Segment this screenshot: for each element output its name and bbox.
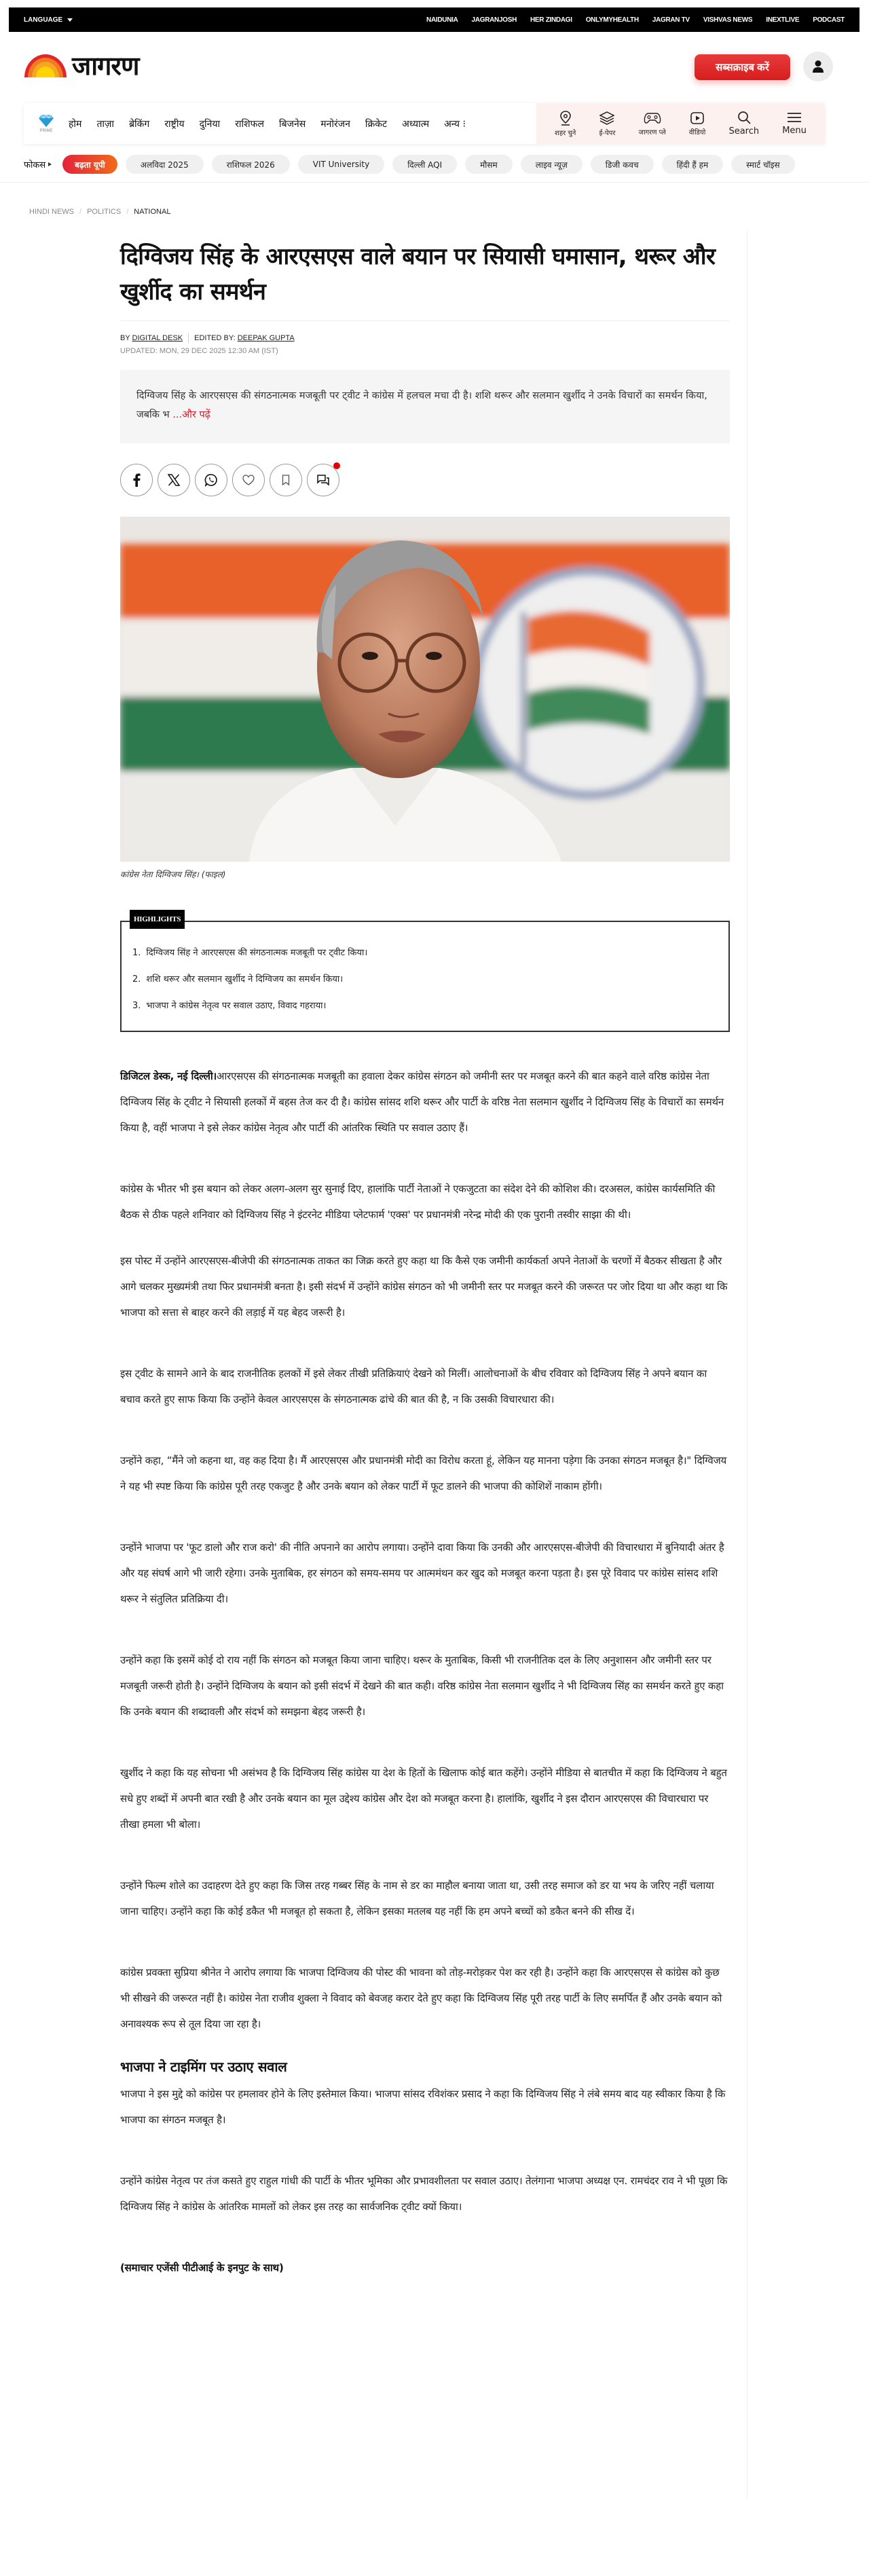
city-select-label: शहर चुने xyxy=(555,129,576,137)
breadcrumb-national[interactable]: NATIONAL xyxy=(134,208,171,216)
network-link-inextlive[interactable]: INEXTLIVE xyxy=(766,16,800,24)
byline-prefix xyxy=(120,334,183,342)
focus-chip-hot[interactable]: बढ़ता यूपी xyxy=(62,155,117,174)
dateline: डिजिटल डेस्क, नई दिल्ली। xyxy=(120,1070,217,1082)
nav-item-world[interactable]: दुनिया xyxy=(199,118,221,130)
summary-text: दिग्विजय सिंह के आरएसएस की संगठनात्मक मजबूती पर ट्वीट ने कांग्रेस में हलचल मचा दी है। शशि थरूर और सलमान खुर्शीद ने उनके विचारों का समर्थन किया, जबकि भ xyxy=(136,390,707,420)
paragraph-text: आरएसएस की संगठनात्मक मजबूती का हवाला देकर कांग्रेस संगठन को जमीनी स्तर पर मजबूत करने की बात कहने वाले वरिष्ठ कांग्रेस नेता दिग्विजय सिंह के ट्वीट ने सियासी हलकों में बहस तेज कर दी है। कांग्रेस सांसद शशि थरूर और पार्टी के वरिष्ठ नेता सलमान खुर्शीद ने दिग्विजय सिंह के विचारों का समर्थन किया है, वहीं भाजपा ने इसे लेकर कांग्रेस नेतृत्व और पार्टी की आंतरिक स्थिति पर सवाल उठाए हैं। xyxy=(120,1070,724,1134)
jagran-logo[interactable] xyxy=(24,53,138,79)
network-link-jagrantv[interactable]: JAGRAN TV xyxy=(652,16,690,24)
body-paragraph: उन्होंने फिल्म शोले का उदाहरण देते हुए कहा कि जिस तरह गब्बर सिंह के नाम से डर का माहौल बनाया जाता था, उसी तरह समाज को डर या भय के जरिए नहीं चलाया जाना चाहिए। उन्होंने कहा कि कोई डकैत भी मजबूत हो सकता है, लेकिन इसका मतलब यह नहीं कि हम अपने बच्चों को डकैत बनने की सीख दें। xyxy=(120,1879,714,1917)
location-pin-icon xyxy=(559,111,572,126)
search-label: Search xyxy=(728,126,760,136)
epaper-label: ई-पेपर xyxy=(599,129,616,137)
gamepad-icon xyxy=(644,111,661,125)
article xyxy=(120,239,730,2316)
video-play-icon xyxy=(690,111,705,125)
article-title: दिग्विजय सिंह के आरएसएस वाले बयान पर सियासी घमासान, थरूर और खुर्शीद का समर्थन xyxy=(120,243,716,306)
nav-item-entertainment[interactable]: मनोरंजन xyxy=(320,118,350,130)
nav-item-business[interactable]: बिजनेस xyxy=(278,118,306,130)
highlights-label: HIGHLIGHTS xyxy=(130,910,185,929)
menu-button[interactable] xyxy=(782,111,807,136)
like-button[interactable] xyxy=(232,464,265,496)
highlight-number: 3. xyxy=(132,1001,141,1011)
focus-label xyxy=(24,158,52,170)
nav-item-national[interactable]: राष्ट्रीय xyxy=(164,118,185,130)
caret-down-icon xyxy=(67,18,73,22)
nav-items xyxy=(69,117,466,130)
network-link-naidunia[interactable]: NAIDUNIA xyxy=(426,16,458,24)
body-paragraph xyxy=(120,1063,730,1141)
body-paragraph: इस पोस्ट में उन्होंने आरएसएस-बीजेपी की संगठनात्मक ताकत का जिक्र करते हुए कहा था कि कैसे एक जमीनी कार्यकर्ता अपने नेताओं के चरणों में बैठकर सीखता है और आगे चलकर मुख्यमंत्री तथा फिर प्रधानमंत्री बनता है। इसी संदर्भ में उन्होंने कांग्रेस संगठन को भी जमीनी स्तर पर मजबूत करने की जरूरत पर जोर दिया था और कहा था कि भाजपा को सत्ता से बाहर करने की लड़ाई में यह बेहद जरूरी है। xyxy=(120,1255,728,1319)
diamond-icon xyxy=(38,114,54,128)
focus-chip[interactable]: मौसम xyxy=(465,155,513,174)
article-body xyxy=(120,1063,730,2281)
jagran-play-label: जागरण प्ले xyxy=(638,128,666,136)
network-link-podcast[interactable]: PODCAST xyxy=(813,16,845,24)
editor-info xyxy=(194,334,295,342)
network-top-bar xyxy=(9,7,859,32)
share-bar xyxy=(120,464,730,496)
prime-label: PRIME xyxy=(39,129,53,133)
nav-item-more[interactable]: अन्य ⁝ xyxy=(444,118,466,130)
focus-chip[interactable]: राशिफल 2026 xyxy=(212,155,290,174)
network-link-jagranjosh[interactable]: JAGRANJOSH xyxy=(471,16,517,24)
highlights-list xyxy=(132,946,718,1013)
highlights-box xyxy=(120,915,730,1032)
breadcrumb-separator: / xyxy=(126,208,129,216)
body-paragraph: उन्होंने भाजपा पर 'फूट डालो और राज करो' की नीति अपनाने का आरोप लगाया। उन्होंने दावा किया कि उनकी और आरएसएस-बीजेपी की विचारधारा में बुनियादी अंतर है और यह संघर्ष आगे भी जारी रहेगा। उनके मुताबिक, हर संगठन को समय-समय पर आत्ममंथन कर खुद को मजबूत करना पड़ता है। इस पूरे विवाद पर कांग्रेस सांसद शशि थरूर ने संतुलित प्रतिक्रिया दी। xyxy=(120,1541,724,1605)
highlight-item xyxy=(132,973,718,987)
highlight-item xyxy=(132,999,718,1013)
breadcrumb-politics[interactable]: POLITICS xyxy=(87,208,122,216)
network-link-vishvasnews[interactable]: VISHVAS NEWS xyxy=(703,16,753,24)
focus-chip[interactable]: अलविदा 2025 xyxy=(126,155,204,174)
subscribe-button[interactable]: सब्सक्राइब करें xyxy=(695,54,790,80)
comments-button[interactable] xyxy=(307,464,339,496)
byline-separator xyxy=(188,333,189,343)
highlight-item xyxy=(132,946,718,960)
byline xyxy=(120,333,730,343)
highlight-number: 2. xyxy=(132,974,141,985)
by-label: BY xyxy=(120,334,130,342)
x-logo-icon xyxy=(168,474,180,486)
article-summary xyxy=(120,370,730,443)
nav-item-cricket[interactable]: क्रिकेट xyxy=(365,118,388,130)
bookmark-icon xyxy=(282,475,290,485)
logo-wordmark: जागरण xyxy=(72,51,139,81)
body-paragraph: इस ट्वीट के सामने आने के बाद राजनीतिक हलकों में इसे लेकर तीखी प्रतिक्रियाएं देखने को मिलीं। आलोचनाओं के बीच रविवार को दिग्विजय सिंह ने अपने बयान का बचाव करते हुए साफ किया कि उन्होंने केवल आरएसएस के संगठनात्मक ढांचे की बात की है, न कि उसकी विचारधारा की। xyxy=(120,1367,707,1405)
focus-topics-bar xyxy=(24,153,795,175)
highlight-text: दिग्विजय सिंह ने आरएसएस की संगठनात्मक मजबूती पर ट्वीट किया। xyxy=(146,948,368,958)
image-caption: कांग्रेस नेता दिग्विजय सिंह। (फाइल) xyxy=(120,870,226,879)
user-icon xyxy=(812,60,824,73)
share-whatsapp-button[interactable] xyxy=(195,464,227,496)
agency-credit: (समाचार एजेंसी पीटीआई के इनपुट के साथ) xyxy=(120,2262,284,2274)
body-paragraph: भाजपा ने इस मुद्दे को कांग्रेस पर हमलावर होने के लिए इस्तेमाल किया। भाजपा सांसद रविशंकर प्रसाद ने कहा कि दिग्विजय सिंह ने लंबे समय बाद यह स्वीकार किया है कि भाजपा का संगठन मजबूत है। xyxy=(120,2088,726,2126)
highlight-number: 1. xyxy=(132,948,141,958)
section-subheading: भाजपा ने टाइमिंग पर उठाए सवाल xyxy=(120,2059,287,2075)
article-hero-image xyxy=(120,517,730,862)
read-more-link[interactable]: ...और पढ़ें xyxy=(172,409,210,420)
title-divider xyxy=(120,320,730,321)
body-paragraph: खुर्शीद ने कहा कि यह सोचना भी असंभव है कि दिग्विजय सिंह कांग्रेस या देश के हितों के खिलाफ कोई बात कहेंगे। उन्होंने मीडिया से बातचीत में कहा कि दिग्विजय ने बहुत सधे हुए शब्दों में अपनी बात रखी है और उनके बयान का मूल उद्देश्य कांग्रेस और देश को मजबूत करना है। हालांकि, खुर्शीद ने इस दौरान आरएसएस की विचारधारा पर तीखा हमला भी बोला। xyxy=(120,1767,727,1830)
photo-digvijaya-singh xyxy=(120,517,730,862)
focus-chip[interactable]: हिंदी हैं हम xyxy=(662,155,724,174)
focus-chip[interactable]: डिजी कवच xyxy=(591,155,654,174)
search-button[interactable] xyxy=(728,111,759,136)
nav-tools xyxy=(536,103,825,144)
author-link[interactable]: DIGITAL DESK xyxy=(132,334,183,342)
heart-icon xyxy=(242,475,255,485)
share-x-button[interactable] xyxy=(158,464,190,496)
prime-link[interactable] xyxy=(29,114,63,133)
menu-icon xyxy=(787,111,802,124)
epaper-stack-icon xyxy=(599,111,615,126)
body-paragraph: कांग्रेस प्रवक्ता सुप्रिया श्रीनेत ने आरोप लगाया कि भाजपा दिग्विजय की पोस्ट की भावना को तोड़-मरोड़कर पेश कर रही है। उन्होंने कहा कि आरएसएस से कांग्रेस को कुछ भी सीखने की जरूरत नहीं है। कांग्रेस नेता राजीव शुक्ला ने विवाद को बेवजह करार देते हुए कहा कि दिग्विजय सिंह पूरी तरह पार्टी के लिए समर्पित हैं और उनके बयान को अनावश्यक रूप से तूल दिया जा रहा है। xyxy=(120,1966,722,2030)
user-account-button[interactable] xyxy=(803,52,833,81)
video-label: वीडियो xyxy=(688,128,706,136)
body-paragraph: उन्होंने कहा, “मैंने जो कहना था, वह कह दिया है। मैं आरएसएस और प्रधानमंत्री मोदी का विरोध करता हूं, लेकिन यह मानना पड़ेगा कि उनका संगठन मजबूत है।" दिग्विजय ने यह भी स्पष्ट किया कि कांग्रेस पूरी तरह एकजुट है और उनके बयान को लेकर पार्टी में फूट डालने की भाजपा की कोशिशें नाकाम होंगी। xyxy=(120,1454,727,1492)
language-label: LANGUAGE xyxy=(24,16,63,24)
focus-chip[interactable]: स्मार्ट चॉइस xyxy=(731,155,795,174)
nav-item-breaking[interactable]: ब्रेकिंग xyxy=(129,118,150,130)
search-icon xyxy=(737,111,751,124)
body-paragraph: उन्होंने कहा कि इसमें कोई दो राय नहीं कि संगठन को मजबूत किया जाना चाहिए। थरूर के मुताबिक, किसी भी राजनीतिक दल के लिए अनुशासन और जमीनी स्तर पर मजबूती जरूरी होती है। उन्होंने दिग्विजय के बयान को इसी संदर्भ में देखने की बात कही। वरिष्ठ कांग्रेस नेता सलमान खुर्शीद ने भी दिग्विजय सिंह का समर्थन करते हुए कहा कि उनके बयान की शब्दावली और संदर्भ को समझना बेहद जरूरी है। xyxy=(120,1654,724,1718)
menu-label: Menu xyxy=(782,126,807,136)
epaper-button[interactable] xyxy=(599,111,615,137)
breadcrumb xyxy=(29,208,170,216)
edited-by-label: EDITED BY: xyxy=(194,334,236,342)
triangle-right-icon xyxy=(48,162,52,166)
focus-chip[interactable]: दिल्ली AQI xyxy=(392,155,457,174)
video-button[interactable] xyxy=(689,111,705,136)
sun-logo-icon xyxy=(24,54,67,77)
bookmark-button[interactable] xyxy=(270,464,302,496)
body-paragraph: उन्होंने कांग्रेस नेतृत्व पर तंज कसते हुए राहुल गांधी की पार्टी के भीतर भूमिका और प्रभावशीलता पर सवाल उठाए। तेलंगाना भाजपा अध्यक्ष एन. रामचंदर राव ने भी पूछा कि दिग्विजय सिंह ने कांग्रेस के आंतरिक मामलों को लेकर इस तरह का सार्वजनिक ट्वीट क्यों किया। xyxy=(120,2175,728,2213)
header-divider xyxy=(0,182,869,183)
facebook-icon xyxy=(132,473,141,487)
body-paragraph: कांग्रेस के भीतर भी इस बयान को लेकर अलग-अलग सुर सुनाई दिए, हालांकि पार्टी नेताओं ने एकजुटता का संदेश देने की कोशिश की। दरअसल, कांग्रेस कार्यसमिति की बैठक से ठीक पहले शनिवार को दिग्विजय सिंह ने इंटरनेट मीडिया प्लेटफार्म 'एक्स' पर प्रधानमंत्री नरेन्द्र मोदी की एक पुरानी तस्वीर साझा की थी। xyxy=(120,1183,716,1221)
network-links xyxy=(426,16,845,24)
highlight-text: भाजपा ने कांग्रेस नेतृत्व पर सवाल उठाए, विवाद गहराया। xyxy=(146,1001,327,1011)
language-dropdown[interactable] xyxy=(24,16,73,24)
focus-chip[interactable]: VIT University xyxy=(298,155,384,174)
main-navigation xyxy=(24,103,825,144)
focus-label-text: फोकस xyxy=(24,160,46,170)
breadcrumb-separator: / xyxy=(79,208,82,216)
city-select-button[interactable] xyxy=(555,111,576,137)
comments-icon xyxy=(317,475,329,485)
nav-item-home[interactable]: होम xyxy=(69,118,82,130)
notification-dot xyxy=(333,462,340,469)
whatsapp-icon xyxy=(204,473,218,487)
share-facebook-button[interactable] xyxy=(120,464,153,496)
breadcrumb-hindi-news[interactable]: HINDI NEWS xyxy=(29,208,74,216)
nav-item-spirituality[interactable]: अध्यात्म xyxy=(402,118,430,130)
nav-item-horoscope[interactable]: राशिफल xyxy=(235,118,264,130)
editor-link[interactable]: DEEPAK GUPTA xyxy=(237,334,295,342)
focus-chip[interactable]: लाइव न्यूज़ xyxy=(521,155,583,174)
network-link-herzindagi[interactable]: HER ZINDAGI xyxy=(530,16,572,24)
site-header xyxy=(0,41,869,95)
nav-item-latest[interactable]: ताज़ा xyxy=(96,118,115,130)
updated-timestamp: UPDATED: MON, 29 DEC 2025 12:30 AM (IST) xyxy=(120,347,278,355)
network-link-onlymyhealth[interactable]: ONLYMYHEALTH xyxy=(585,16,639,24)
highlight-text: शशि थरूर और सलमान खुर्शीद ने दिग्विजय का समर्थन किया। xyxy=(146,974,344,985)
jagran-play-button[interactable] xyxy=(639,111,666,136)
